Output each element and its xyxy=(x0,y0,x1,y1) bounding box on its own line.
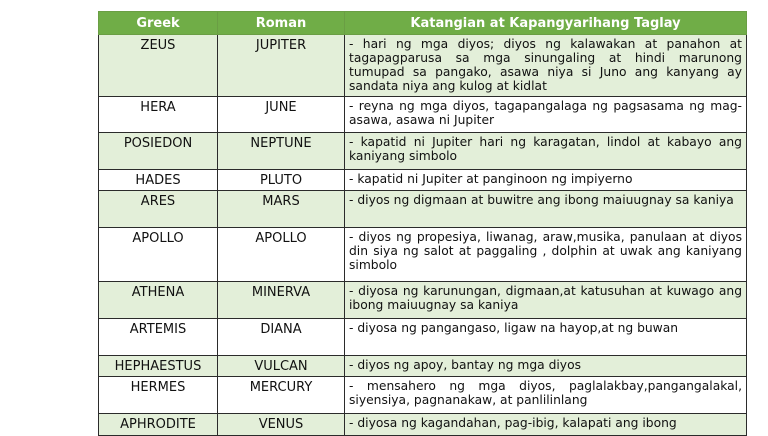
header-greek: Greek xyxy=(99,12,218,35)
description: - diyosa ng pangangaso, ligaw na hayop,at ng buwan xyxy=(345,319,747,356)
roman-name: JUNE xyxy=(218,97,345,133)
roman-name: MERCURY xyxy=(218,377,345,414)
header-traits: Katangian at Kapangyarihang Taglay xyxy=(345,12,747,35)
table-row xyxy=(99,356,747,377)
table-row xyxy=(99,282,747,319)
greek-name: ZEUS xyxy=(99,35,218,97)
greek-name: HADES xyxy=(99,170,218,191)
roman-name: MINERVA xyxy=(218,282,345,319)
greek-name: ARTEMIS xyxy=(99,319,218,356)
description: - reyna ng mga diyos, tagapangalaga ng pagsasama ng mag-asawa, asawa ni Jupiter xyxy=(345,97,747,133)
table-row xyxy=(99,414,747,436)
table-row xyxy=(99,228,747,282)
table-row xyxy=(99,191,747,228)
greek-name: HEPHAESTUS xyxy=(99,356,218,377)
greek-name: APHRODITE xyxy=(99,414,218,436)
greek-name: HERMES xyxy=(99,377,218,414)
roman-name: MARS xyxy=(218,191,345,228)
roman-name: VULCAN xyxy=(218,356,345,377)
description: - diyos ng digmaan at buwitre ang ibong maiuugnay sa kaniya xyxy=(345,191,747,228)
description: - kapatid ni Jupiter hari ng karagatan, lindol at kabayo ang kaniyang simbolo xyxy=(345,133,747,170)
greek-name: APOLLO xyxy=(99,228,218,282)
table-row xyxy=(99,97,747,133)
greek-name: HERA xyxy=(99,97,218,133)
description: - diyosa ng kagandahan, pag-ibig, kalapati ang ibong xyxy=(345,414,747,436)
greek-name: ATHENA xyxy=(99,282,218,319)
roman-name: NEPTUNE xyxy=(218,133,345,170)
roman-name: APOLLO xyxy=(218,228,345,282)
roman-name: VENUS xyxy=(218,414,345,436)
table-row xyxy=(99,133,747,170)
roman-name: PLUTO xyxy=(218,170,345,191)
description: - diyos ng apoy, bantay ng mga diyos xyxy=(345,356,747,377)
table-row xyxy=(99,319,747,356)
table-row xyxy=(99,35,747,97)
roman-name: JUPITER xyxy=(218,35,345,97)
description: - mensahero ng mga diyos, paglalakbay,pangangalakal, siyensiya, pagnanakaw, at panlilinlang xyxy=(345,377,747,414)
header-roman: Roman xyxy=(218,12,345,35)
description: - hari ng mga diyos; diyos ng kalawakan at panahon at tagapagparusa sa mga sinungaling at hindi marunong tumupad sa pangako, asawa niya si Juno ang kanyang ay sandata niya ang kulog at kidlat xyxy=(345,35,747,97)
gods-table xyxy=(98,11,747,436)
table-row xyxy=(99,170,747,191)
description: - diyos ng propesiya, liwanag, araw,musika, panulaan at diyos din siya ng salot at paggaling , dolphin at uwak ang kaniyang simbolo xyxy=(345,228,747,282)
header-row xyxy=(99,12,747,35)
description: - diyosa ng karunungan, digmaan,at katusuhan at kuwago ang ibong maiuugnay sa kaniya xyxy=(345,282,747,319)
table-row xyxy=(99,377,747,414)
greek-name: POSIEDON xyxy=(99,133,218,170)
greek-name: ARES xyxy=(99,191,218,228)
description: - kapatid ni Jupiter at panginoon ng impiyerno xyxy=(345,170,747,191)
table-container xyxy=(98,11,746,436)
roman-name: DIANA xyxy=(218,319,345,356)
